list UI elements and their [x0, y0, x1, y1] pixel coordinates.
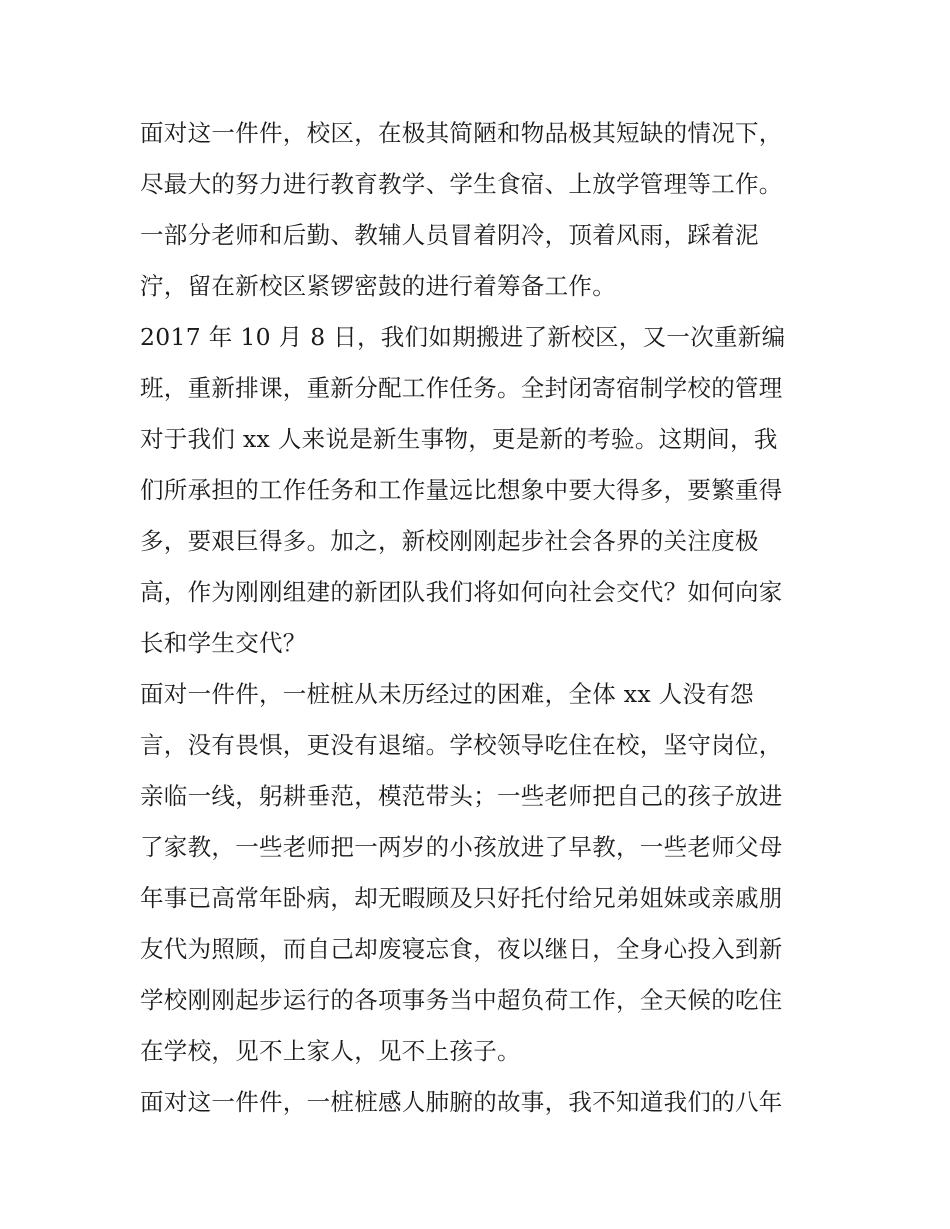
text-line: 面对这一件件，校区，在极其简陋和物品极其短缺的情况下，	[140, 119, 783, 147]
text-line: 们所承担的工作任务和工作量远比想象中要大得多，要繁重得	[140, 476, 783, 504]
text-line: 班，重新排课，重新分配工作任务。全封闭寄宿制学校的管理	[140, 374, 783, 402]
text-line: 面对这一件件，一桩桩感人肺腑的故事，我不知道我们的八年	[140, 1088, 783, 1116]
text-line: 在学校，见不上家人，见不上孩子。	[140, 1037, 521, 1065]
text-line: 言，没有畏惧，更没有退缩。学校领导吃住在校，坚守岗位，	[140, 731, 783, 759]
body-text	[140, 108, 820, 1128]
text-line: 泞，留在新校区紧锣密鼓的进行着筹备工作。	[140, 272, 616, 300]
text-line: 学校刚刚起步运行的各项事务当中超负荷工作，全天候的吃住	[140, 986, 783, 1014]
text-line: 多，要艰巨得多。加之，新校刚刚起步社会各界的关注度极	[140, 527, 759, 555]
text-line: 了家教，一些老师把一两岁的小孩放进了早教，一些老师父母	[140, 833, 783, 861]
text-line: 对于我们 xx 人来说是新生事物，更是新的考验。这期间，我	[140, 425, 778, 453]
text-line: 高，作为刚刚组建的新团队我们将如何向社会交代？如何向家	[140, 578, 783, 606]
text-line: 尽最大的努力进行教育教学、学生食宿、上放学管理等工作。	[140, 170, 783, 198]
text-line: 长和学生交代？	[140, 629, 307, 657]
text-line: 友代为照顾，而自己却废寝忘食，夜以继日，全身心投入到新	[140, 935, 783, 963]
text-line: 2017 年 10 月 8 日，我们如期搬进了新校区，又一次重新编	[140, 323, 786, 351]
text-line: 一部分老师和后勤、教辅人员冒着阴冷，顶着风雨，踩着泥	[140, 221, 759, 249]
text-line: 年事已高常年卧病，却无暇顾及只好托付给兄弟姐妹或亲戚朋	[140, 884, 783, 912]
text-line: 面对一件件，一桩桩从未历经过的困难，全体 xx 人没有怨	[140, 680, 754, 708]
text-line: 亲临一线，躬耕垂范，模范带头；一些老师把自己的孩子放进	[140, 782, 783, 810]
